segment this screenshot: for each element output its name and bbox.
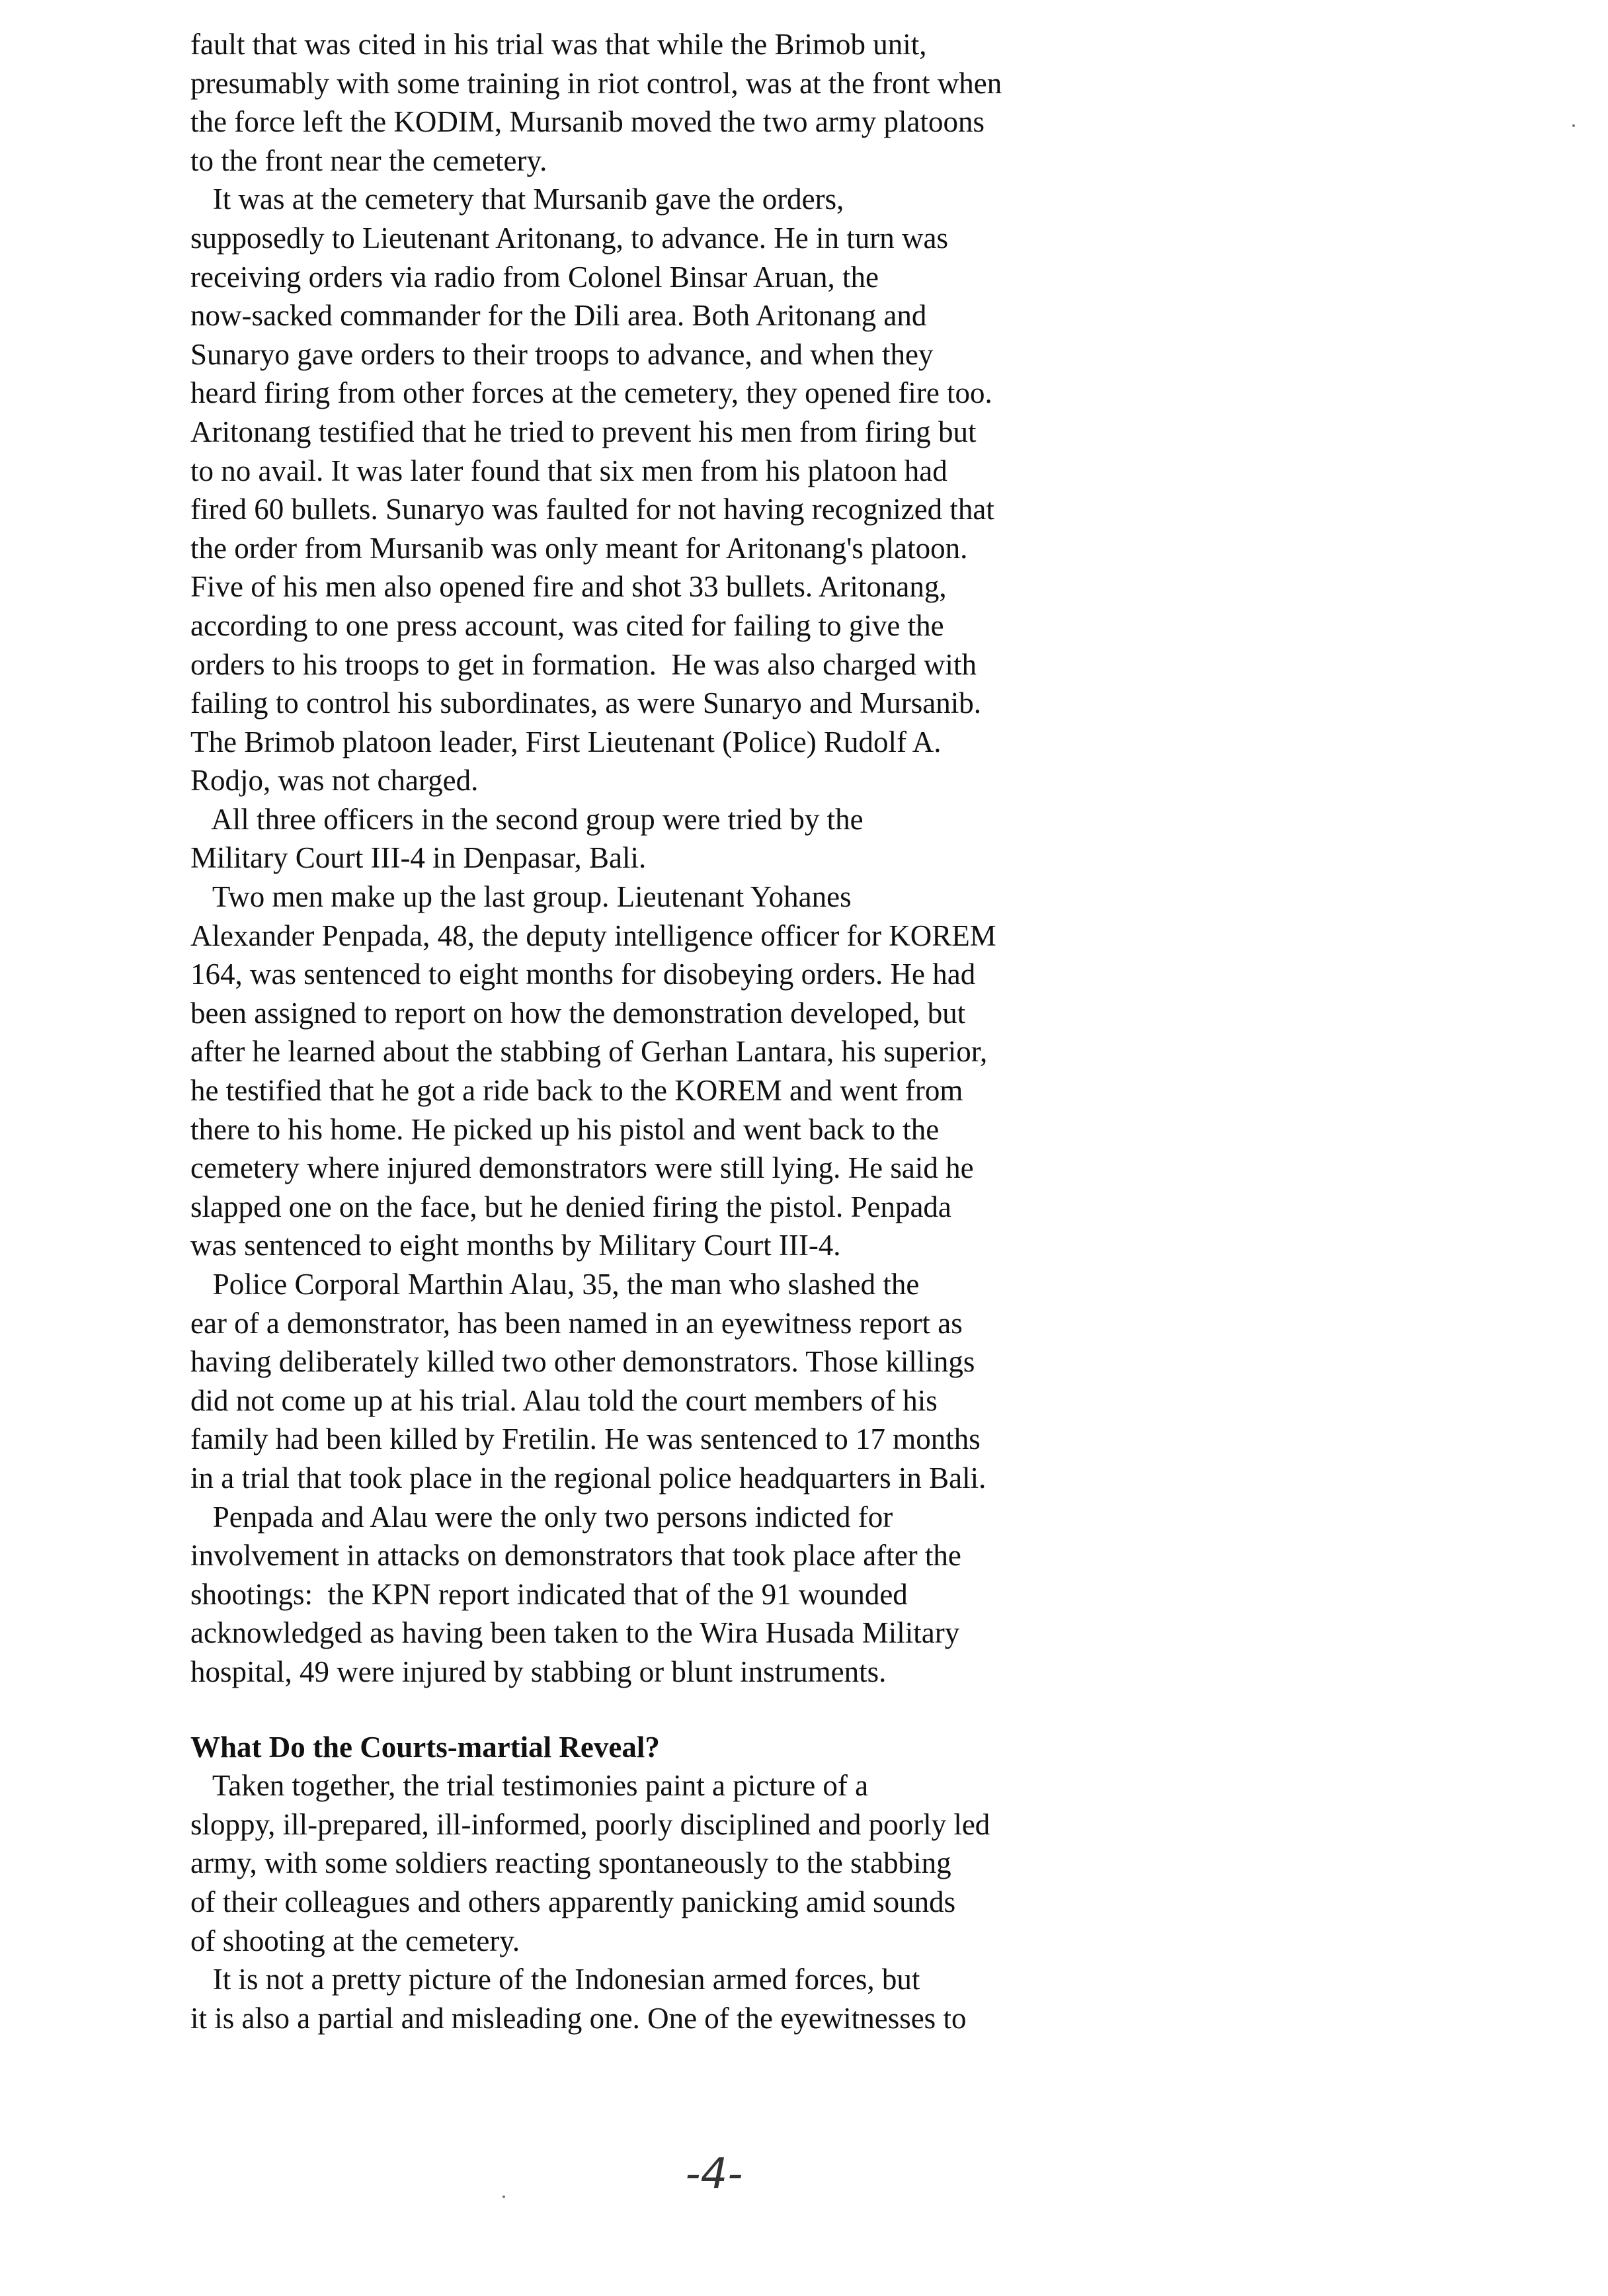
body-text	[190, 25, 1169, 2037]
text-line: army, with some soldiers reacting spontaneously to the stabbing	[190, 1846, 951, 1880]
text-line: involvement in attacks on demonstrators that took place after the	[190, 1539, 961, 1573]
text-line: Taken together, the trial testimonies paint a picture of a	[190, 1769, 869, 1803]
text-line: orders to his troops to get in formation. He was also charged with	[190, 647, 977, 681]
text-line: after he learned about the stabbing of Gerhan Lantara, his superior,	[190, 1035, 988, 1069]
paragraph-1	[190, 25, 1169, 180]
text-line: fired 60 bullets. Sunaryo was faulted for not having recognized that	[190, 493, 994, 526]
text-line: having deliberately killed two other demonstrators. Those killings	[190, 1345, 975, 1379]
text-line: the force left the KODIM, Mursanib moved the two army platoons	[190, 105, 985, 139]
text-line: heard firing from other forces at the cemetery, they opened fire too.	[190, 376, 992, 410]
text-line: Two men make up the last group. Lieutenant Yohanes	[190, 880, 852, 914]
paragraph-5	[190, 1265, 1169, 1498]
text-line: of their colleagues and others apparently panicking amid sounds	[190, 1885, 956, 1918]
text-line: been assigned to report on how the demonstration developed, but	[190, 996, 966, 1030]
text-line: Penpada and Alau were the only two persons indicted for	[190, 1500, 893, 1534]
text-line: in a trial that took place in the regional police headquarters in Bali.	[190, 1461, 986, 1495]
text-line: to no avail. It was later found that six men from his platoon had	[190, 454, 947, 487]
text-line: fault that was cited in his trial was that while the Brimob unit,	[190, 28, 927, 61]
text-line: Rodjo, was not charged.	[190, 764, 479, 798]
text-line: of shooting at the cemetery.	[190, 1924, 520, 1957]
page-number: -4-	[685, 2150, 743, 2199]
text-line: Police Corporal Marthin Alau, 35, the man who slashed the	[190, 1268, 920, 1301]
text-line: Sunaryo gave orders to their troops to advance, and when they	[190, 337, 934, 371]
paragraph-2	[190, 180, 1169, 800]
scan-speck	[502, 2195, 505, 2198]
text-line: did not come up at his trial. Alau told the court members of his	[190, 1383, 938, 1417]
text-line: shootings: the KPN report indicated that of the 91 wounded	[190, 1577, 908, 1611]
text-line: slapped one on the face, but he denied firing the pistol. Penpada	[190, 1190, 951, 1223]
text-line: It was at the cemetery that Mursanib gave the orders,	[190, 183, 844, 216]
text-line: the order from Mursanib was only meant for Aritonang's platoon.	[190, 531, 968, 565]
paragraph-6	[190, 1498, 1169, 1692]
text-line: failing to control his subordinates, as were Sunaryo and Mursanib.	[190, 686, 982, 720]
section-spacer	[190, 1692, 1169, 1728]
paragraph-8	[190, 1960, 1169, 2037]
text-line: family had been killed by Fretilin. He was sentenced to 17 months	[190, 1422, 981, 1456]
text-line: according to one press account, was cited for failing to give the	[190, 608, 944, 642]
text-line: All three officers in the second group were tried by the	[190, 802, 864, 836]
text-line: Military Court III-4 in Denpasar, Bali.	[190, 841, 647, 875]
text-line: Alexander Penpada, 48, the deputy intelligence officer for KOREM	[190, 919, 996, 952]
paragraph-3	[190, 800, 1169, 878]
text-line: now-sacked commander for the Dili area. Both Aritonang and	[190, 299, 927, 333]
text-line: hospital, 49 were injured by stabbing or blunt instruments.	[190, 1655, 887, 1688]
text-line: Aritonang testified that he tried to prevent his men from firing but	[190, 415, 977, 448]
text-line: The Brimob platoon leader, First Lieutenant (Police) Rudolf A.	[190, 725, 942, 758]
text-line: sloppy, ill-prepared, ill-informed, poorly disciplined and poorly led	[190, 1807, 990, 1841]
text-line: Five of his men also opened fire and shot 33 bullets. Aritonang,	[190, 570, 947, 604]
text-line: was sentenced to eight months by Military Court III-4.	[190, 1229, 841, 1262]
text-line: he testified that he got a ride back to the KOREM and went from	[190, 1074, 963, 1108]
paragraph-4	[190, 878, 1169, 1265]
section-heading: What Do the Courts-martial Reveal?	[190, 1730, 660, 1764]
text-line: to the front near the cemetery.	[190, 144, 547, 177]
text-line: acknowledged as having been taken to the Wira Husada Military	[190, 1616, 960, 1650]
text-line: receiving orders via radio from Colonel Binsar Aruan, the	[190, 260, 879, 294]
text-line: it is also a partial and misleading one. One of the eyewitnesses to	[190, 2001, 967, 2035]
text-line: It is not a pretty picture of the Indonesian armed forces, but	[190, 1963, 920, 1996]
paragraph-7	[190, 1766, 1169, 1960]
text-line: ear of a demonstrator, has been named in an eyewitness report as	[190, 1306, 963, 1340]
scan-speck	[1572, 124, 1575, 127]
text-line: cemetery where injured demonstrators were still lying. He said he	[190, 1151, 974, 1185]
text-line: there to his home. He picked up his pistol and went back to the	[190, 1112, 940, 1146]
text-line: presumably with some training in riot control, was at the front when	[190, 66, 1002, 100]
text-line: 164, was sentenced to eight months for disobeying orders. He had	[190, 958, 976, 991]
text-line: supposedly to Lieutenant Aritonang, to advance. He in turn was	[190, 221, 948, 255]
